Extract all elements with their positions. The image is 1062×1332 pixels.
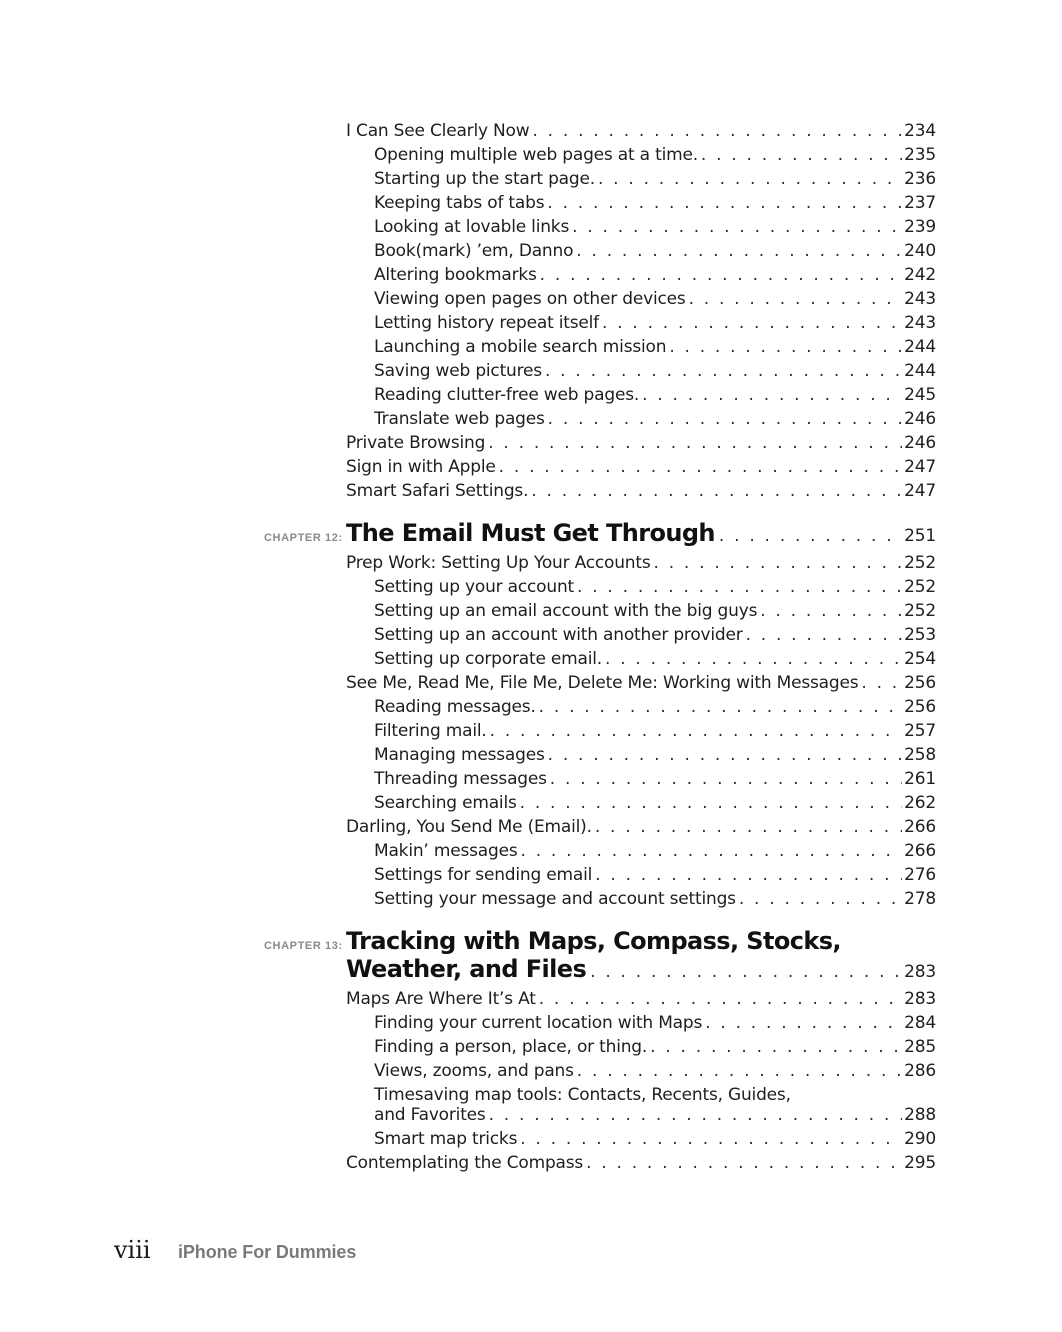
running-footer-title: iPhone For Dummies bbox=[178, 1242, 357, 1262]
page-number: 266 bbox=[904, 841, 936, 861]
page-number: 283 bbox=[904, 989, 936, 1009]
toc-entry[interactable]: Maps Are Where It’s At . . . 283 bbox=[346, 987, 936, 1011]
page-number: 256 bbox=[904, 673, 936, 693]
toc-subentry[interactable]: Reading messages. . . . 256 bbox=[374, 695, 936, 719]
page-number: 256 bbox=[904, 697, 936, 717]
page-number: 252 bbox=[904, 577, 936, 597]
page-number: 244 bbox=[904, 337, 936, 357]
toc-subentry[interactable]: Saving web pictures . . . 244 bbox=[374, 359, 936, 383]
toc-subentry[interactable]: Views, zooms, and pans . . . 286 bbox=[374, 1059, 936, 1083]
chapter-label: CHAPTER 13: bbox=[264, 940, 343, 952]
page-number: 258 bbox=[904, 745, 936, 765]
toc-entry[interactable]: See Me, Read Me, File Me, Delete Me: Working with Messages . . . 256 bbox=[346, 671, 936, 695]
page-number: 266 bbox=[904, 817, 936, 837]
toc-subentry[interactable]: and Favorites . . . 288 bbox=[374, 1103, 936, 1127]
page-number: 246 bbox=[904, 433, 936, 453]
page-number: 245 bbox=[904, 385, 936, 405]
toc-subentry[interactable]: Smart map tricks . . . 290 bbox=[374, 1127, 936, 1151]
page-number: 252 bbox=[904, 553, 936, 573]
page-number: 285 bbox=[904, 1037, 936, 1057]
toc-subentry[interactable]: Letting history repeat itself . . . 243 bbox=[374, 311, 936, 335]
toc-subentry[interactable]: Makin’ messages . . . 266 bbox=[374, 839, 936, 863]
page-number: 284 bbox=[904, 1013, 936, 1033]
chapter-title: The Email Must Get Through bbox=[346, 519, 715, 547]
page-number: 235 bbox=[904, 145, 936, 165]
chapter-title: Weather, and Files bbox=[346, 955, 587, 983]
toc-subentry[interactable]: Finding your current location with Maps . . . 284 bbox=[374, 1011, 936, 1035]
chapter-13-heading[interactable] bbox=[346, 954, 936, 984]
toc-subentry[interactable]: Launching a mobile search mission . . . 244 bbox=[374, 335, 936, 359]
page-number: 254 bbox=[904, 649, 936, 669]
toc-entry[interactable]: Darling, You Send Me (Email). . . . 266 bbox=[346, 815, 936, 839]
toc-subentry[interactable]: Translate web pages . . . 246 bbox=[374, 407, 936, 431]
page-number: 262 bbox=[904, 793, 936, 813]
page-number: 253 bbox=[904, 625, 936, 645]
toc-entry[interactable]: Smart Safari Settings. . . . 247 bbox=[346, 479, 936, 503]
toc-subentry[interactable]: Searching emails . . . 262 bbox=[374, 791, 936, 815]
page-number: 290 bbox=[904, 1129, 936, 1149]
page-number: 236 bbox=[904, 169, 936, 189]
toc-subentry[interactable]: Viewing open pages on other devices . . . 243 bbox=[374, 287, 936, 311]
toc-subentry[interactable]: Starting up the start page. . . . 236 bbox=[374, 167, 936, 191]
page-number: 243 bbox=[904, 289, 936, 309]
toc-entry[interactable]: Contemplating the Compass . . . 295 bbox=[346, 1151, 936, 1175]
toc-entry[interactable]: I Can See Clearly Now . . . 234 bbox=[346, 119, 936, 143]
page-number: 247 bbox=[904, 481, 936, 501]
page-number: 295 bbox=[904, 1153, 936, 1173]
page-folio: viii bbox=[114, 1236, 151, 1264]
toc-subentry[interactable]: Setting up an account with another provider . . . 253 bbox=[374, 623, 936, 647]
toc-subentry[interactable]: Threading messages . . . 261 bbox=[374, 767, 936, 791]
page-number: 247 bbox=[904, 457, 936, 477]
toc-subentry[interactable]: Setting up corporate email. . . . 254 bbox=[374, 647, 936, 671]
toc-subentry[interactable]: Setting your message and account settings . . . 278 bbox=[374, 887, 936, 911]
page-number: 257 bbox=[904, 721, 936, 741]
toc-subentry[interactable]: Opening multiple web pages at a time. . . . 235 bbox=[374, 143, 936, 167]
page-number: 251 bbox=[904, 526, 936, 546]
page-number: 283 bbox=[904, 962, 936, 982]
page-number: 243 bbox=[904, 313, 936, 333]
page-number: 261 bbox=[904, 769, 936, 789]
toc-subentry-line: Timesaving map tools: Contacts, Recents, Guides, bbox=[374, 1085, 791, 1105]
toc-entry[interactable]: Sign in with Apple . . . 247 bbox=[346, 455, 936, 479]
toc-subentry[interactable]: Filtering mail. . . . 257 bbox=[374, 719, 936, 743]
page-number: 240 bbox=[904, 241, 936, 261]
toc-subentry[interactable]: Managing messages . . . 258 bbox=[374, 743, 936, 767]
toc-subentry[interactable]: Book(mark) ’em, Danno . . . 240 bbox=[374, 239, 936, 263]
page-number: 246 bbox=[904, 409, 936, 429]
toc-subentry[interactable]: Finding a person, place, or thing. . . . 285 bbox=[374, 1035, 936, 1059]
page-number: 278 bbox=[904, 889, 936, 909]
page-number: 276 bbox=[904, 865, 936, 885]
toc-entry[interactable]: Prep Work: Setting Up Your Accounts . . . 252 bbox=[346, 551, 936, 575]
page-number: 239 bbox=[904, 217, 936, 237]
chapter-label: CHAPTER 12: bbox=[264, 532, 343, 544]
toc-subentry[interactable]: Setting up your account . . . 252 bbox=[374, 575, 936, 599]
toc-subentry[interactable]: Altering bookmarks . . . 242 bbox=[374, 263, 936, 287]
page-number: 237 bbox=[904, 193, 936, 213]
toc-subentry[interactable]: Reading clutter-free web pages. . . . 245 bbox=[374, 383, 936, 407]
chapter-12-heading[interactable] bbox=[346, 518, 936, 548]
toc-subentry[interactable]: Setting up an email account with the big guys . . . 252 bbox=[374, 599, 936, 623]
toc-subentry[interactable]: Looking at lovable links . . . 239 bbox=[374, 215, 936, 239]
chapter-title-line: Tracking with Maps, Compass, Stocks, bbox=[346, 927, 841, 955]
page-number: 234 bbox=[904, 121, 936, 141]
page-number: 288 bbox=[904, 1105, 936, 1125]
toc-subentry[interactable]: Settings for sending email . . . 276 bbox=[374, 863, 936, 887]
toc-subentry[interactable]: Keeping tabs of tabs . . . 237 bbox=[374, 191, 936, 215]
page-number: 252 bbox=[904, 601, 936, 621]
page-number: 242 bbox=[904, 265, 936, 285]
page-number: 244 bbox=[904, 361, 936, 381]
toc-entry[interactable]: Private Browsing . . . 246 bbox=[346, 431, 936, 455]
page-number: 286 bbox=[904, 1061, 936, 1081]
